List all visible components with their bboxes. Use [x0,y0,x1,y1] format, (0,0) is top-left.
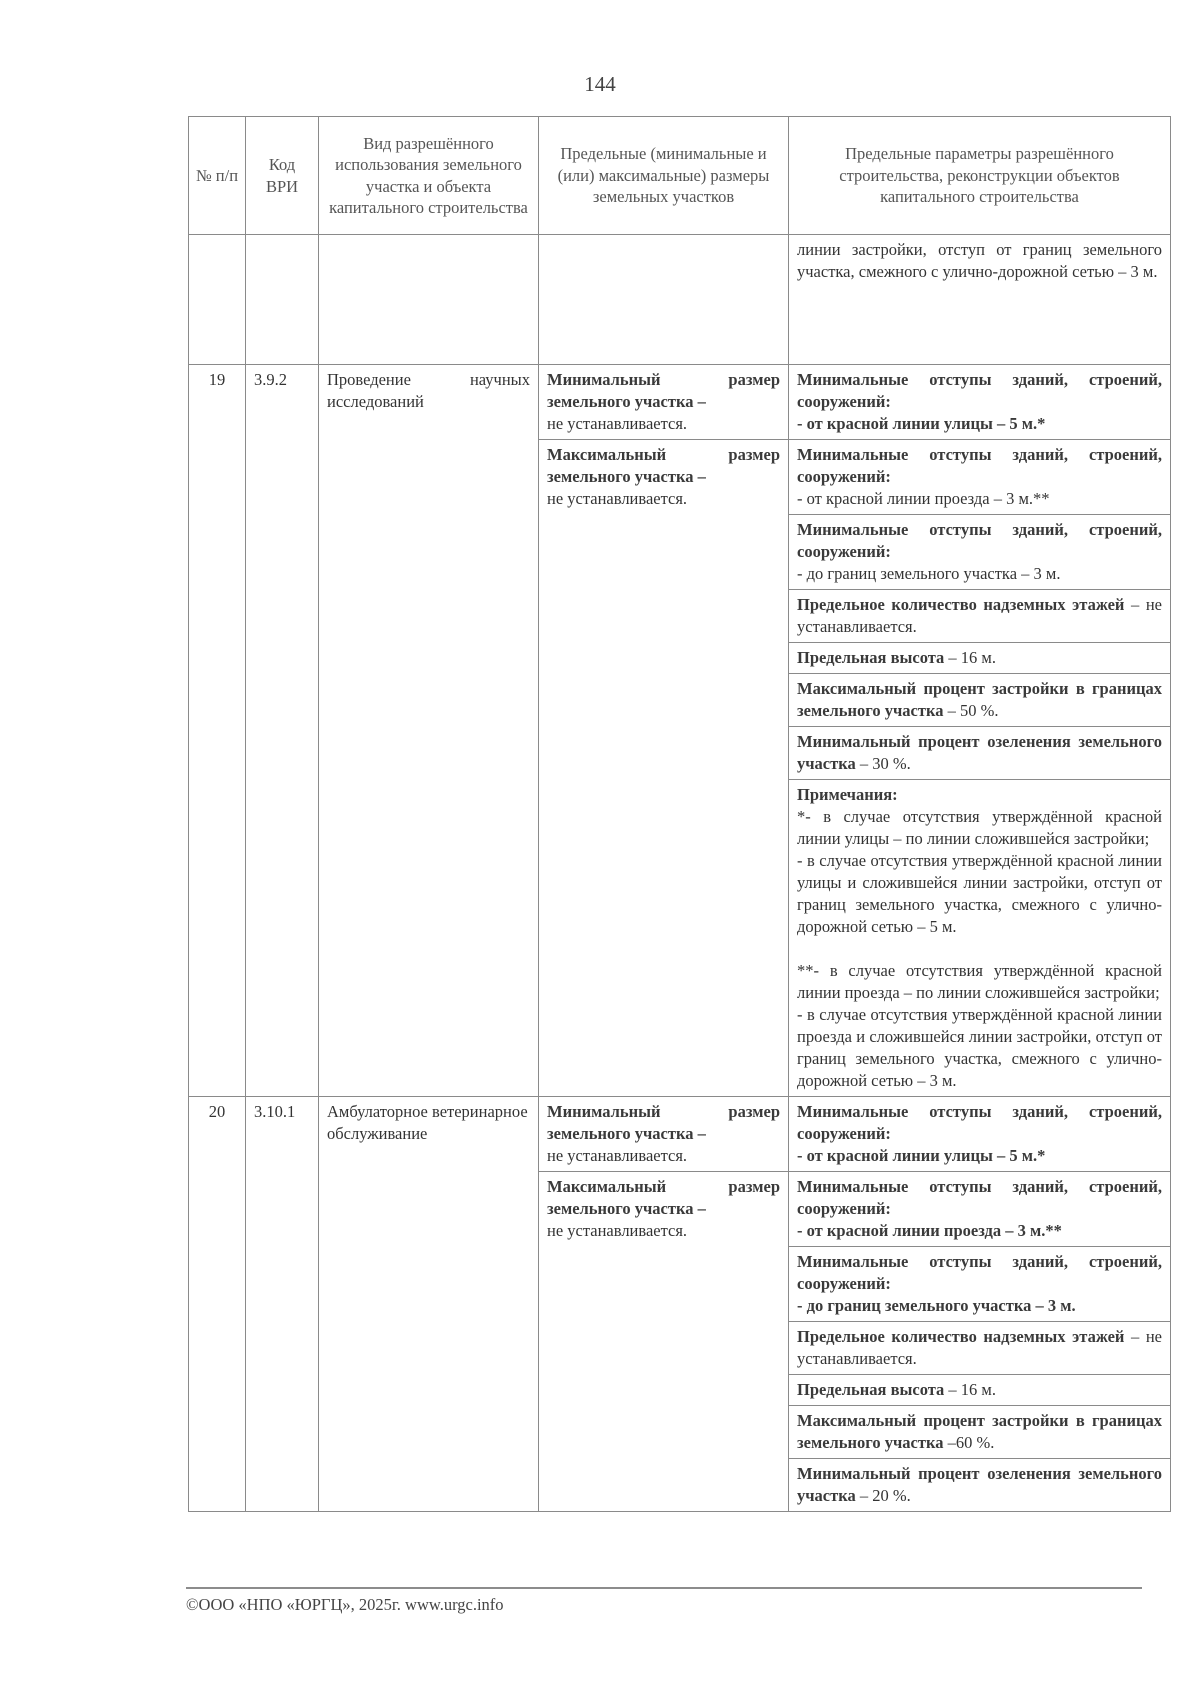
row-num: 19 [189,365,246,1097]
header-plot-size: Предельные (минимальные и (или) максимальные) размеры земельных участков [539,117,789,235]
param-title: Минимальный процент озеленения земельного участка [797,732,1162,773]
param-value: - до границ земельного участка – 3 м. [797,1296,1076,1315]
plot-max-value: не устанавливается. [547,489,688,508]
param-cell [789,1322,1171,1375]
param-cell [789,1459,1171,1512]
row-num: 20 [189,1097,246,1512]
param-value: – 16 м. [944,648,996,667]
note-text: - в случае отсутствия утверждённой красной линии улицы и сложившейся линии застройки, отступ от границ земельного участка, смежного с улично-дорожной сетью – 5 м. [797,851,1162,936]
param-cell [789,515,1171,590]
header-num: № п/п [189,117,246,235]
plot-max-cell [539,440,789,1097]
plot-min-title: Минимальный размер земельного участка – [547,370,780,411]
plot-max-value: не устанавливается. [547,1221,688,1240]
table-row-continuation [189,235,1171,365]
note-text: - в случае отсутствия утверждённой красной линии проезда и сложившейся линии застройки, отступ от границ земельного участка, смежного с улично-дорожной сетью – 3 м. [797,1005,1162,1090]
continuation-text: линии застройки, отступ от границ земельного участка, смежного с улично-дорожной сетью – 3 м. [789,235,1171,365]
param-title: Минимальные отступы зданий, строений, сооружений: [797,1252,1162,1293]
param-cell [789,1097,1171,1172]
row-code: 3.9.2 [246,365,319,1097]
param-title: Предельное количество надземных этажей [797,1327,1125,1346]
plot-min-value: не устанавливается. [547,1146,688,1165]
param-value: – не устанавливается. [797,595,1162,636]
plot-max-cell [539,1172,789,1512]
footer-copyright: ©ООО «НПО «ЮРГЦ», 2025г. www.urgc.info [186,1595,504,1614]
footer-divider [186,1587,1142,1589]
param-title: Предельная высота [797,648,945,667]
param-cell [789,1247,1171,1322]
param-title: Максимальный процент застройки в границах земельного участка [797,1411,1162,1452]
param-cell [789,1406,1171,1459]
plot-max-title: Максимальный размер земельного участка – [547,1177,780,1218]
table-header-row [189,117,1171,235]
param-cell [789,590,1171,643]
table-row [189,1097,1171,1172]
param-title: Минимальные отступы зданий, строений, сооружений: [797,1102,1162,1143]
table-row [189,365,1171,440]
param-value: –60 %. [943,1433,995,1452]
param-value: - от красной линии улицы – 5 м.* [797,414,1046,433]
notes-cell [789,780,1171,1097]
param-cell [789,643,1171,674]
param-value: – 20 %. [855,1486,911,1505]
regulations-table [188,116,1171,1512]
param-title: Максимальный процент застройки в границах земельного участка [797,679,1162,720]
param-cell [789,365,1171,440]
param-title: Предельное количество надземных этажей [797,595,1125,614]
notes-title: Примечания: [797,785,898,804]
param-title: Предельная высота [797,1380,945,1399]
row-use-name: Проведение научных исследований [319,365,539,1097]
header-code: Код ВРИ [246,117,319,235]
param-value: – не устанавливается. [797,1327,1162,1368]
param-cell [789,727,1171,780]
plot-min-value: не устанавливается. [547,414,688,433]
param-title: Минимальные отступы зданий, строений, сооружений: [797,520,1162,561]
param-value: - от красной линии проезда – 3 м.** [797,1221,1062,1240]
plot-min-cell [539,1097,789,1172]
note-text: *- в случае отсутствия утверждённой красной линии улицы – по линии сложившейся застройки; [797,807,1162,848]
param-value: - от красной линии проезда – 3 м.** [797,489,1050,508]
param-value: - от красной линии улицы – 5 м.* [797,1146,1046,1165]
page-number: 144 [584,72,616,96]
param-value: - до границ земельного участка – 3 м. [797,564,1061,583]
param-cell [789,1172,1171,1247]
header-use-type: Вид разрешённого использования земельного участка и объекта капитального строительства [319,117,539,235]
param-cell [789,1375,1171,1406]
param-value: – 16 м. [944,1380,996,1399]
note-text: **- в случае отсутствия утверждённой красной линии проезда – по линии сложившейся застройки; [797,961,1162,1002]
param-cell [789,440,1171,515]
param-value: – 30 %. [855,754,911,773]
header-params: Предельные параметры разрешённого строительства, реконструкции объектов капитального строительства [789,117,1171,235]
plot-max-title: Максимальный размер земельного участка – [547,445,780,486]
param-title: Минимальные отступы зданий, строений, сооружений: [797,1177,1162,1218]
param-value: – 50 %. [943,701,999,720]
row-code: 3.10.1 [246,1097,319,1512]
plot-min-cell [539,365,789,440]
param-title: Минимальный процент озеленения земельного участка [797,1464,1162,1505]
param-cell [789,674,1171,727]
row-use-name: Амбулаторное ветеринарное обслуживание [319,1097,539,1512]
plot-min-title: Минимальный размер земельного участка – [547,1102,780,1143]
param-title: Минимальные отступы зданий, строений, сооружений: [797,445,1162,486]
param-title: Минимальные отступы зданий, строений, сооружений: [797,370,1162,411]
